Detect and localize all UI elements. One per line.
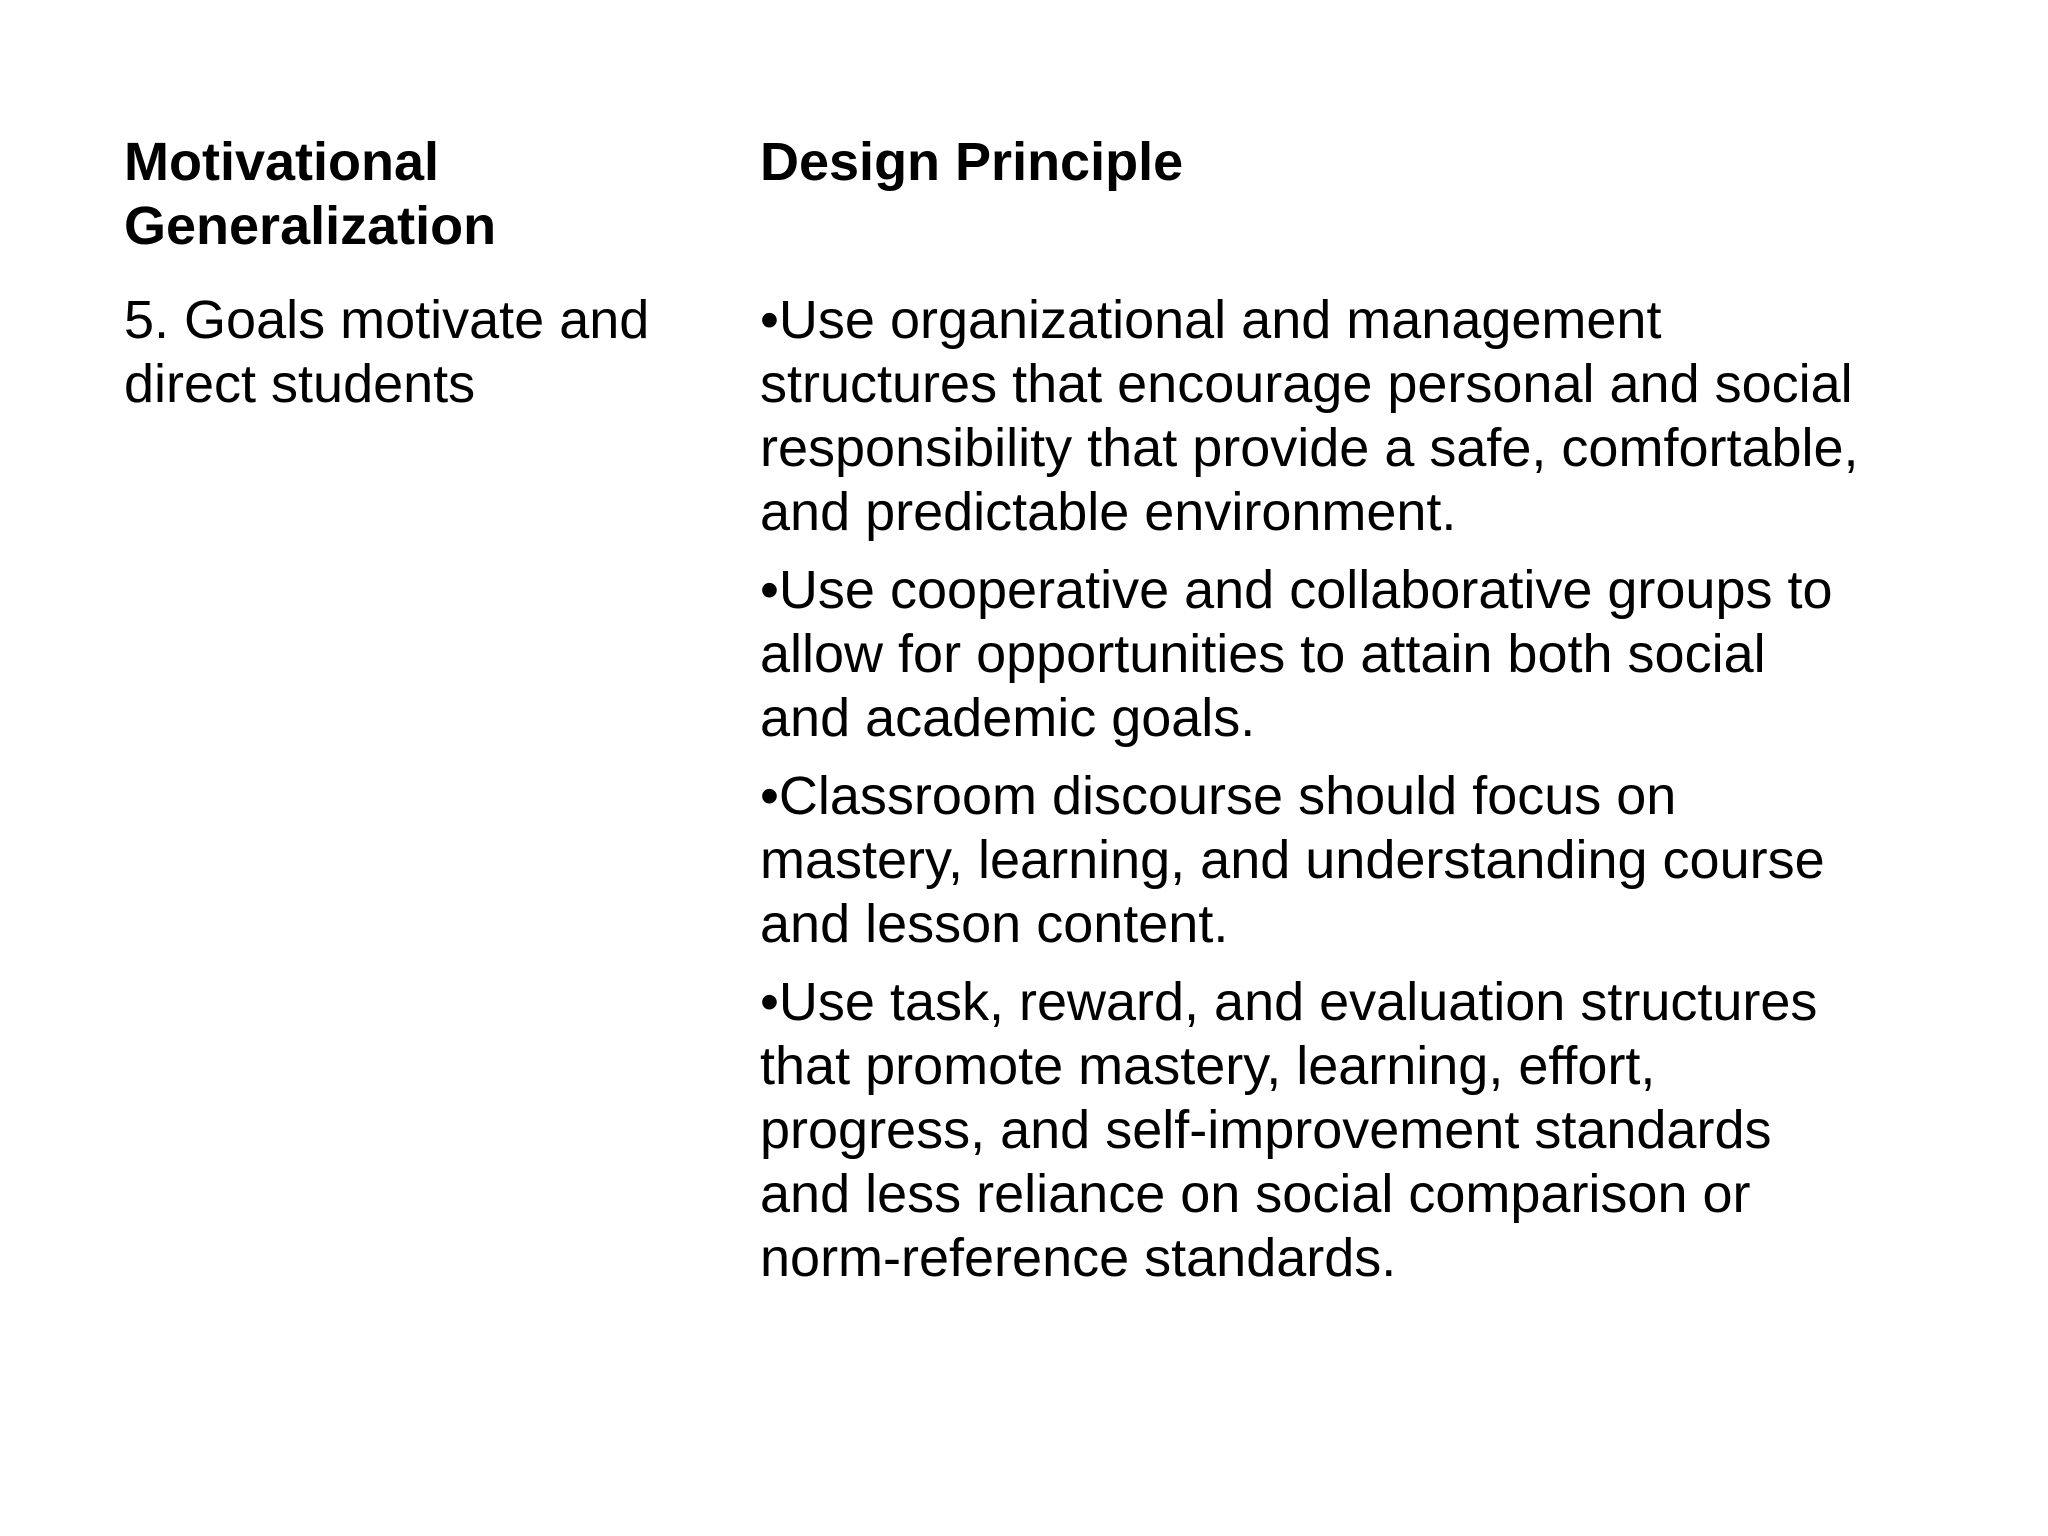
principle-item: •Use cooperative and collaborative groups to allow for opportunities to attain both social and academic goals.	[760, 560, 1833, 748]
header-design-principle: Design Principle	[760, 132, 1184, 192]
principle-item: •Use organizational and management structures that encourage personal and social responsibility that provide a safe, comfortable, and predictable environment.	[760, 290, 1859, 542]
principle-item: •Use task, reward, and evaluation structures that promote mastery, learning, effort, progress, and self-improvement standards and less reliance on social comparison or norm-reference standards.	[760, 972, 1818, 1288]
generalization-principle-table	[124, 130, 1954, 1304]
table-header-row	[124, 130, 1954, 258]
generalization-cell: 5. Goals motivate and direct students	[124, 290, 650, 414]
principle-item: •Classroom discourse should focus on mastery, learning, and understanding course and lesson content.	[760, 766, 1825, 954]
principles-cell	[760, 288, 1954, 1304]
header-motivational-generalization: Motivational Generalization	[124, 132, 497, 256]
table-row	[124, 288, 1954, 1304]
